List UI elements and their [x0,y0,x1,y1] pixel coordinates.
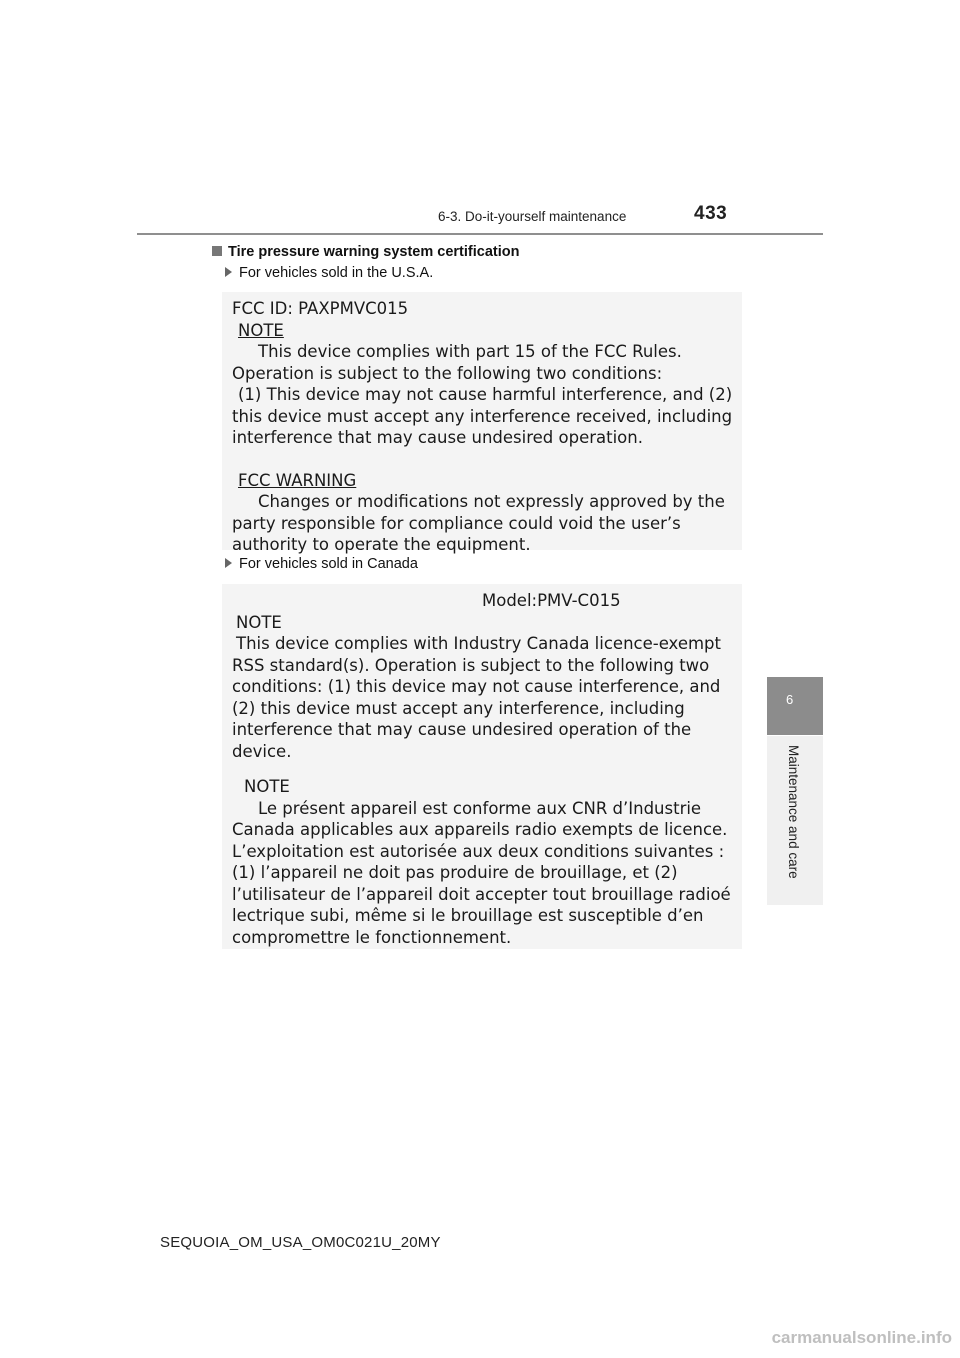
ic-line: Canada applicables aux appareils radio exempts de licence. [232,820,728,839]
canada-subheading [225,556,418,572]
ic-line: (2) this device must accept any interference, including [232,698,685,718]
fcc-line: (1) This device may not cause harmful interference, and (2) [238,385,733,404]
fcc-line: interference that may cause undesired operation. [232,428,643,447]
ic-certification-box [222,584,742,949]
ic-line: lectrique subi, même si le brouillage est susceptible d’en [232,906,704,925]
footer-document-code: SEQUOIA_OM_USA_OM0C021U_20MY [160,1234,441,1251]
fcc-id: FCC ID: PAXPMVC015 [232,299,409,318]
header-divider [137,233,823,235]
ic-line: L’exploitation est autorisée aux deux conditions suivantes : [232,841,725,861]
section-heading-text: Tire pressure warning system certification [228,244,520,260]
fcc-warning-heading: FCC WARNING [238,470,357,490]
ic-model: Model:PMV-C015 [482,591,621,610]
triangle-bullet-icon [225,267,232,277]
ic-note-heading-en: NOTE [236,612,282,632]
ic-line: Le présent appareil est conforme aux CNR d’Industrie [258,798,702,818]
square-bullet-icon [212,246,222,256]
ic-line: This device complies with Industry Canada licence-exempt [236,634,721,653]
triangle-bullet-icon [225,558,232,568]
usa-subheading-text: For vehicles sold in the U.S.A. [239,265,434,281]
fcc-line: authority to operate the equipment. [232,535,531,554]
page-number: 433 [694,203,728,224]
watermark: carmanualsonline.info [771,1328,952,1347]
header-section-title: 6-3. Do-it-yourself maintenance [438,209,627,224]
section-heading [212,244,519,260]
chapter-tab [767,677,823,735]
ic-line: l’utilisateur de l’appareil doit accepter tout brouillage radioé [232,884,731,904]
fcc-line: Operation is subject to the following two conditions: [232,363,663,383]
ic-line: RSS standard(s). Operation is subject to the following two [232,655,710,675]
ic-note-heading-fr: NOTE [244,777,290,796]
ic-line: compromettre le fonctionnement. [232,927,512,947]
usa-subheading [225,265,433,281]
chapter-tab-number: 6 [786,692,794,707]
ic-line: interference that may cause undesired operation of the [232,720,692,739]
fcc-line: party responsible for compliance could void the user’s [232,513,681,533]
ic-line: (1) l’appareil ne doit pas produire de brouillage, et (2) [232,863,678,882]
chapter-tab-label: Maintenance and care [786,745,801,879]
fcc-line: this device must accept any interference received, including [232,406,733,426]
ic-line: device. [232,741,292,761]
fcc-line: This device complies with part 15 of the FCC Rules. [258,342,682,361]
fcc-certification-box [222,292,742,554]
ic-line: conditions: (1) this device may not cause interference, and [232,677,721,696]
canada-subheading-text: For vehicles sold in Canada [239,556,418,572]
fcc-note-heading: NOTE [238,320,284,340]
fcc-line: Changes or modifications not expressly approved by the [258,492,725,511]
